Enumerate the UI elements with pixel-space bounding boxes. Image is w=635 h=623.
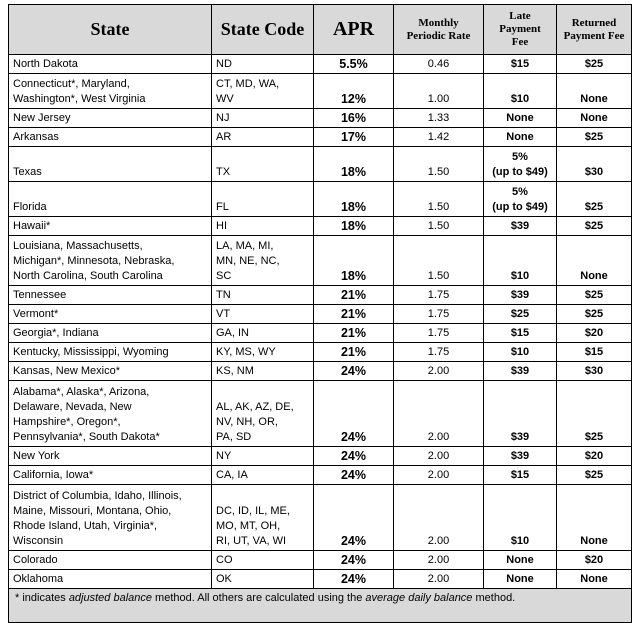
state-code-cell-line: DC, ID, IL, ME,	[216, 505, 290, 517]
returned-fee-cell: $25	[557, 217, 632, 236]
returned-fee-cell: $20	[557, 551, 632, 570]
monthly-rate-cell: 1.50	[394, 217, 484, 236]
late-fee-cell	[484, 466, 557, 485]
monthly-rate-cell: 1.00	[394, 74, 484, 109]
state-cell-line: Vermont*	[13, 308, 59, 320]
late-fee-cell	[484, 128, 557, 147]
late-fee-cell-line: $25	[510, 308, 530, 320]
state-code-cell	[212, 236, 314, 286]
state-cell-line: Connecticut*, Maryland,	[13, 78, 130, 90]
header-late-line: Payment	[499, 23, 541, 35]
state-cell	[9, 182, 212, 217]
late-fee-cell-line: $10	[510, 270, 530, 282]
state-cell-line: Michigan*, Minnesota, Nebraska,	[13, 255, 175, 267]
state-code-cell	[212, 324, 314, 343]
late-fee-cell-line: None	[506, 573, 534, 585]
header-returned-payment-fee	[557, 5, 632, 55]
monthly-rate-cell: 1.42	[394, 128, 484, 147]
returned-fee-cell: $20	[557, 324, 632, 343]
footnote-text-e: method.	[472, 592, 516, 604]
late-fee-cell-line: 5%	[512, 186, 528, 198]
state-code-cell-line: NY	[216, 450, 232, 462]
late-fee-cell-line: None	[506, 554, 534, 566]
late-fee-cell-line: $39	[510, 220, 530, 232]
state-code-cell	[212, 485, 314, 551]
state-code-cell-line: CT, MD, WA,	[216, 78, 280, 90]
state-code-cell-line: TX	[216, 166, 231, 178]
state-cell-line: New York	[13, 450, 60, 462]
header-returned-line: Returned	[571, 16, 617, 29]
late-fee-cell-line: $15	[510, 58, 530, 70]
apr-cell: 24%	[314, 466, 394, 485]
table-row	[9, 362, 632, 381]
state-code-cell-line: CO	[216, 554, 233, 566]
returned-fee-cell: $25	[557, 286, 632, 305]
state-cell-line: Florida	[13, 201, 47, 213]
table-row	[9, 551, 632, 570]
returned-fee-cell: $30	[557, 147, 632, 182]
header-state-code: State Code	[212, 5, 314, 55]
state-cell-line: California, Iowa*	[13, 469, 94, 481]
returned-fee-cell: $25	[557, 55, 632, 74]
late-fee-cell	[484, 305, 557, 324]
late-fee-cell-line: $39	[510, 289, 530, 301]
returned-fee-cell: None	[557, 570, 632, 589]
monthly-rate-cell: 1.50	[394, 147, 484, 182]
state-cell-line: District of Columbia, Idaho, Illinois,	[13, 490, 182, 502]
late-fee-cell-line: $39	[510, 431, 530, 443]
table-row	[9, 466, 632, 485]
late-fee-cell	[484, 485, 557, 551]
late-fee-cell	[484, 324, 557, 343]
late-fee-cell	[484, 286, 557, 305]
late-fee-cell	[484, 217, 557, 236]
late-fee-cell-line: (up to $49)	[492, 166, 548, 178]
state-cell	[9, 74, 212, 109]
state-cell-line: Tennessee	[13, 289, 67, 301]
apr-cell: 18%	[314, 217, 394, 236]
state-code-cell	[212, 381, 314, 447]
state-code-cell	[212, 182, 314, 217]
table-row	[9, 217, 632, 236]
state-cell	[9, 217, 212, 236]
state-code-cell	[212, 74, 314, 109]
monthly-rate-cell: 1.50	[394, 236, 484, 286]
state-cell-line: New Jersey	[13, 112, 71, 124]
header-late-line: Fee	[511, 36, 529, 48]
apr-cell: 18%	[314, 236, 394, 286]
state-code-cell	[212, 128, 314, 147]
returned-fee-cell: $25	[557, 466, 632, 485]
state-code-cell-line: NJ	[216, 112, 230, 124]
apr-cell: 24%	[314, 485, 394, 551]
table-row	[9, 55, 632, 74]
state-code-cell	[212, 305, 314, 324]
late-fee-cell	[484, 570, 557, 589]
state-code-cell-line: KS, NM	[216, 365, 254, 377]
table-row	[9, 485, 632, 551]
header-late-payment-fee	[484, 5, 557, 55]
state-code-cell	[212, 147, 314, 182]
late-fee-cell-line: $10	[510, 535, 530, 547]
apr-cell: 21%	[314, 324, 394, 343]
late-fee-cell-line: $10	[510, 346, 530, 358]
state-cell	[9, 128, 212, 147]
state-cell-line: Louisiana, Massachusetts,	[13, 240, 143, 252]
monthly-rate-cell: 2.00	[394, 447, 484, 466]
state-cell-line: Kentucky, Mississippi, Wyoming	[13, 346, 169, 358]
header-apr: APR	[314, 5, 394, 55]
footnote-text-a: * indicates	[15, 592, 69, 604]
table-row	[9, 109, 632, 128]
monthly-rate-cell: 2.00	[394, 551, 484, 570]
state-cell	[9, 466, 212, 485]
state-cell	[9, 570, 212, 589]
apr-cell: 21%	[314, 305, 394, 324]
state-cell-line: Rhode Island, Utah, Virginia*,	[13, 520, 158, 532]
state-code-cell	[212, 551, 314, 570]
late-fee-cell-line: 5%	[512, 151, 528, 163]
state-code-cell-line: LA, MA, MI,	[216, 240, 274, 252]
state-code-cell-line: GA, IN	[216, 327, 250, 339]
header-rate-line: Monthly	[418, 16, 459, 29]
state-cell-line: Wisconsin	[13, 535, 64, 547]
apr-cell: 21%	[314, 343, 394, 362]
state-cell-line: Hawaii*	[13, 220, 51, 232]
state-code-cell-line: MO, MT, OH,	[216, 520, 281, 532]
state-code-cell-line: HI	[216, 220, 227, 232]
late-fee-cell	[484, 74, 557, 109]
monthly-rate-cell: 2.00	[394, 466, 484, 485]
footnote-text-c: method. All others are calculated using the	[152, 592, 366, 604]
monthly-rate-cell: 1.33	[394, 109, 484, 128]
state-code-cell	[212, 362, 314, 381]
state-code-cell-line: AL, AK, AZ, DE,	[216, 401, 294, 413]
table-row	[9, 570, 632, 589]
monthly-rate-cell: 2.00	[394, 485, 484, 551]
late-fee-cell	[484, 147, 557, 182]
table-row	[9, 381, 632, 447]
state-cell-line: North Dakota	[13, 58, 78, 70]
header-state: State	[9, 5, 212, 55]
state-cell	[9, 236, 212, 286]
late-fee-cell	[484, 551, 557, 570]
header-late-line: Late	[509, 10, 531, 22]
state-code-cell	[212, 447, 314, 466]
footnote	[9, 589, 632, 623]
state-cell-line: Hampshire*, Oregon*,	[13, 416, 121, 428]
state-cell	[9, 551, 212, 570]
late-fee-cell	[484, 343, 557, 362]
monthly-rate-cell: 0.46	[394, 55, 484, 74]
table-row	[9, 447, 632, 466]
table-row	[9, 74, 632, 109]
monthly-rate-cell: 1.50	[394, 182, 484, 217]
apr-cell: 24%	[314, 447, 394, 466]
returned-fee-cell: None	[557, 74, 632, 109]
apr-cell: 17%	[314, 128, 394, 147]
state-code-cell	[212, 466, 314, 485]
state-code-cell	[212, 109, 314, 128]
state-code-cell-line: ND	[216, 58, 232, 70]
state-code-cell-line: RI, UT, VA, WI	[216, 535, 287, 547]
monthly-rate-cell: 1.75	[394, 286, 484, 305]
state-cell	[9, 447, 212, 466]
late-fee-cell-line: (up to $49)	[492, 201, 548, 213]
state-cell	[9, 55, 212, 74]
apr-cell: 24%	[314, 362, 394, 381]
footnote-adjusted-balance: adjusted balance	[68, 592, 152, 604]
state-code-cell	[212, 343, 314, 362]
late-fee-cell	[484, 381, 557, 447]
state-code-cell-line: NV, NH, OR,	[216, 416, 278, 428]
late-fee-cell-line: $39	[510, 365, 530, 377]
state-code-cell	[212, 286, 314, 305]
state-cell	[9, 147, 212, 182]
late-fee-cell	[484, 362, 557, 381]
state-cell-line: Arkansas	[13, 131, 59, 143]
late-fee-cell	[484, 55, 557, 74]
state-cell-line: Washington*, West Virginia	[13, 93, 146, 105]
header-monthly-periodic-rate	[394, 5, 484, 55]
state-code-cell-line: FL	[216, 201, 229, 213]
apr-cell: 18%	[314, 147, 394, 182]
state-code-cell-line: MN, NE, NC,	[216, 255, 280, 267]
returned-fee-cell: None	[557, 236, 632, 286]
monthly-rate-cell: 2.00	[394, 381, 484, 447]
table-row	[9, 324, 632, 343]
apr-cell: 16%	[314, 109, 394, 128]
monthly-rate-cell: 1.75	[394, 343, 484, 362]
state-cell	[9, 286, 212, 305]
apr-cell: 12%	[314, 74, 394, 109]
state-cell-line: Texas	[13, 166, 42, 178]
apr-table-container	[8, 4, 631, 623]
state-code-cell-line: VT	[216, 308, 231, 320]
table-body	[9, 55, 632, 589]
state-code-cell	[212, 217, 314, 236]
monthly-rate-cell: 2.00	[394, 362, 484, 381]
table-row	[9, 147, 632, 182]
returned-fee-cell: None	[557, 485, 632, 551]
state-code-cell	[212, 55, 314, 74]
monthly-rate-cell: 1.75	[394, 324, 484, 343]
state-cell	[9, 362, 212, 381]
state-cell-line: Delaware, Nevada, New	[13, 401, 132, 413]
returned-fee-cell: $25	[557, 128, 632, 147]
late-fee-cell	[484, 109, 557, 128]
late-fee-cell-line: $10	[510, 93, 530, 105]
late-fee-cell-line: $15	[510, 327, 530, 339]
late-fee-cell-line: None	[506, 131, 534, 143]
apr-table	[8, 4, 632, 623]
late-fee-cell-line: None	[506, 112, 534, 124]
state-cell-line: Kansas, New Mexico*	[13, 365, 120, 377]
state-code-cell-line: WV	[216, 93, 234, 105]
apr-cell: 24%	[314, 381, 394, 447]
state-code-cell-line: PA, SD	[216, 431, 252, 443]
state-cell	[9, 324, 212, 343]
state-cell-line: Georgia*, Indiana	[13, 327, 99, 339]
late-fee-cell-line: $39	[510, 450, 530, 462]
state-cell-line: Alabama*, Alaska*, Arizona,	[13, 386, 150, 398]
returned-fee-cell: $25	[557, 182, 632, 217]
returned-fee-cell: $20	[557, 447, 632, 466]
state-code-cell-line: KY, MS, WY	[216, 346, 276, 358]
apr-cell: 24%	[314, 551, 394, 570]
late-fee-cell	[484, 236, 557, 286]
monthly-rate-cell: 2.00	[394, 570, 484, 589]
state-cell	[9, 343, 212, 362]
state-code-cell-line: OK	[216, 573, 232, 585]
late-fee-cell-line: $15	[510, 469, 530, 481]
returned-fee-cell: $15	[557, 343, 632, 362]
state-code-cell-line: SC	[216, 270, 232, 282]
header-rate-line: Periodic Rate	[406, 29, 471, 42]
returned-fee-cell: $25	[557, 381, 632, 447]
table-row	[9, 286, 632, 305]
table-row	[9, 128, 632, 147]
returned-fee-cell: None	[557, 109, 632, 128]
table-row	[9, 236, 632, 286]
footnote-row	[9, 589, 632, 623]
late-fee-cell	[484, 447, 557, 466]
table-row	[9, 343, 632, 362]
state-cell	[9, 305, 212, 324]
state-cell-line: Maine, Missouri, Montana, Ohio,	[13, 505, 172, 517]
state-cell-line: Pennsylvania*, South Dakota*	[13, 431, 160, 443]
header-row	[9, 5, 632, 55]
footnote-average-daily-balance: average daily balance	[365, 592, 473, 604]
apr-cell: 5.5%	[314, 55, 394, 74]
apr-cell: 21%	[314, 286, 394, 305]
header-returned-line: Payment Fee	[563, 29, 625, 42]
state-cell	[9, 381, 212, 447]
state-cell-line: Colorado	[13, 554, 58, 566]
state-cell-line: Oklahoma	[13, 573, 64, 585]
state-code-cell-line: TN	[216, 289, 231, 301]
late-fee-cell	[484, 182, 557, 217]
table-row	[9, 305, 632, 324]
apr-cell: 24%	[314, 570, 394, 589]
state-code-cell-line: CA, IA	[216, 469, 248, 481]
state-code-cell-line: AR	[216, 131, 232, 143]
state-code-cell	[212, 570, 314, 589]
state-cell-line: North Carolina, South Carolina	[13, 270, 163, 282]
returned-fee-cell: $25	[557, 305, 632, 324]
state-cell	[9, 485, 212, 551]
table-row	[9, 182, 632, 217]
returned-fee-cell: $30	[557, 362, 632, 381]
monthly-rate-cell: 1.75	[394, 305, 484, 324]
state-cell	[9, 109, 212, 128]
apr-cell: 18%	[314, 182, 394, 217]
